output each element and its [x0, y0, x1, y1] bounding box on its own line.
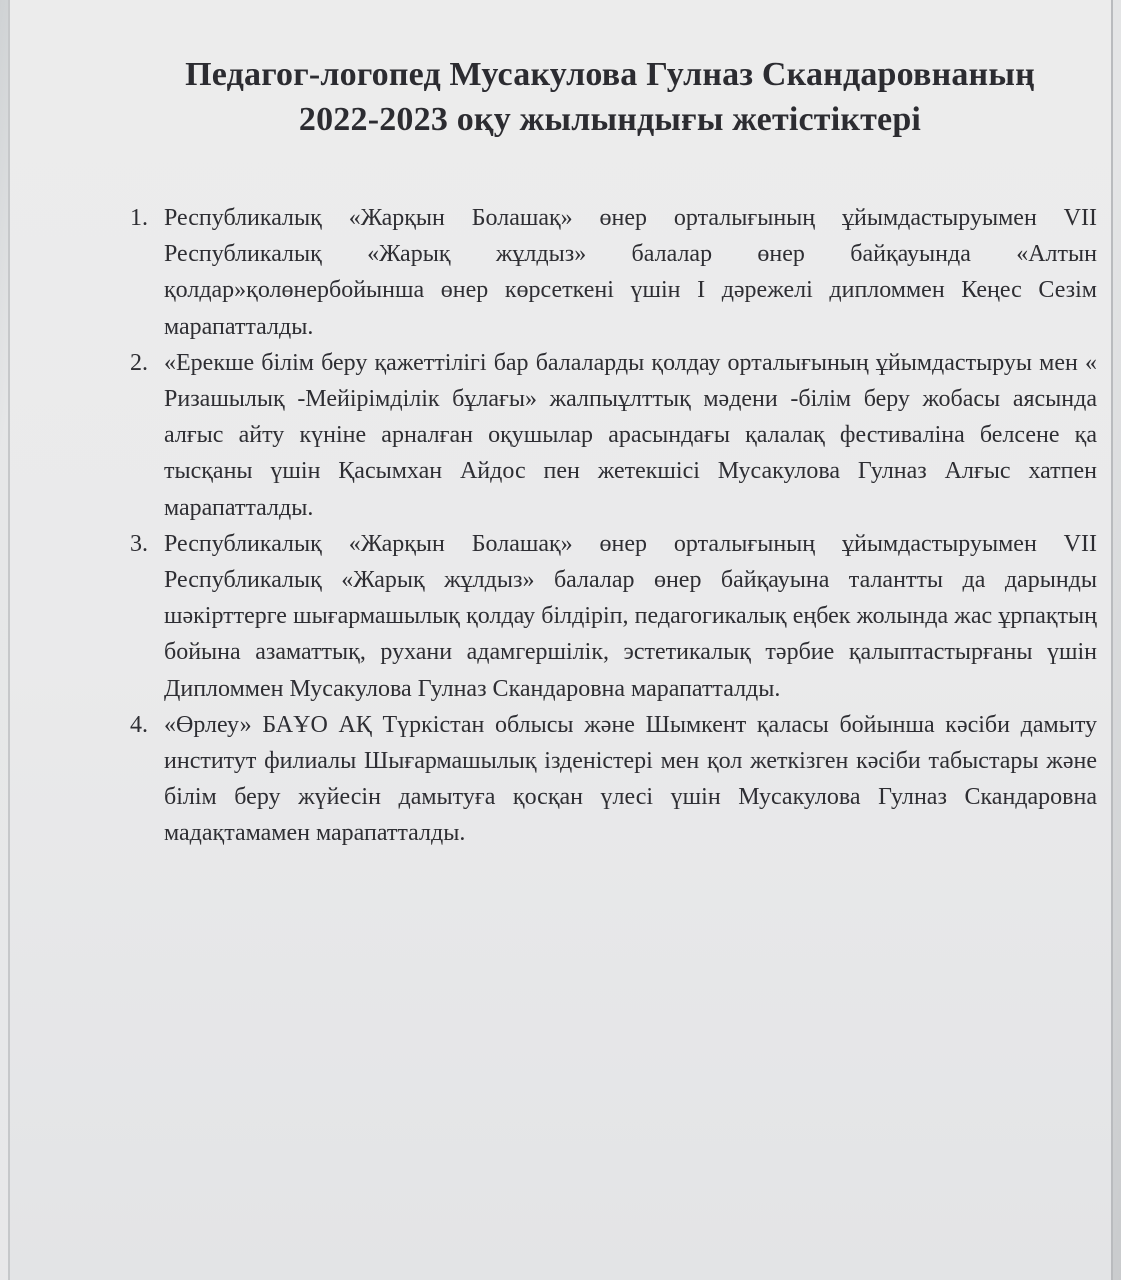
list-item — [122, 200, 1097, 345]
document-title — [160, 52, 1060, 142]
item-text: «Ерекше білім беру қажеттілігі бар балаларды қолдау орталығының ұйымдастыруы мен « Ризашылық -Мейірімділік бұлағы» жалпыұлттық мәдени -білім беру жобасы аясында алғыс айту күніне арналған оқушылар арасындағы қалалақ фестиваліна белсене қа тысқаны үшін Қасымхан Айдос пен жетекшісі Мусакулова Гулназ Алғыс хатпен марапатталды. — [164, 349, 1097, 521]
item-number: 4. — [130, 711, 148, 738]
list-item — [122, 345, 1097, 526]
item-number: 1. — [130, 205, 148, 231]
achievements-list — [122, 200, 1097, 852]
item-number: 3. — [130, 530, 148, 557]
document-page — [8, 0, 1113, 1280]
item-text: «Өрлеу» БАҰО АҚ Түркістан облысы және Шымкент қаласы бойынша кәсіби дамыту институт филиалы Шығармашылық ізденістері мен қол жеткізген кәсіби табыстары және білім беру жүйесін дамытуға қосқан үлесі үшін Мусакулова Гулназ Скандаровна мадақтамамен марапатталды. — [164, 711, 1097, 847]
item-text: Республикалық «Жарқын Болашақ» өнер орталығының ұйымдастыруымен VII Республикалық «Жарық жұлдыз» балалар өнер байқауында «Алтын қолдар»қолөнербойынша өнер көрсеткені үшін I дәрежелі дипломмен Кеңес Сезім марапатталды. — [164, 205, 1097, 340]
item-text: Республикалық «Жарқын Болашақ» өнер орталығының ұйымдастыруымен VII Республикалық «Жарық жұлдыз» балалар өнер байқауына талантты да дарынды шәкірттерге шығармашылық қолдау білдіріп, педагогикалық еңбек жолында жас ұрпақтың бойына азаматтық, рухани адамгершілік, эстетикалық тәрбие қалыптастырғаны үшін Дипломмен Мусакулова Гулназ Скандаровна марапатталды. — [164, 530, 1097, 702]
list-item — [122, 526, 1097, 707]
item-number: 2. — [130, 349, 148, 376]
list-item — [122, 707, 1097, 852]
title-line-2: 2022-2023 оқу жылындығы жетістіктері — [298, 101, 922, 138]
title-line-1: Педагог-логопед Мусакулова Гулназ Скандаровнаның — [185, 56, 1035, 93]
